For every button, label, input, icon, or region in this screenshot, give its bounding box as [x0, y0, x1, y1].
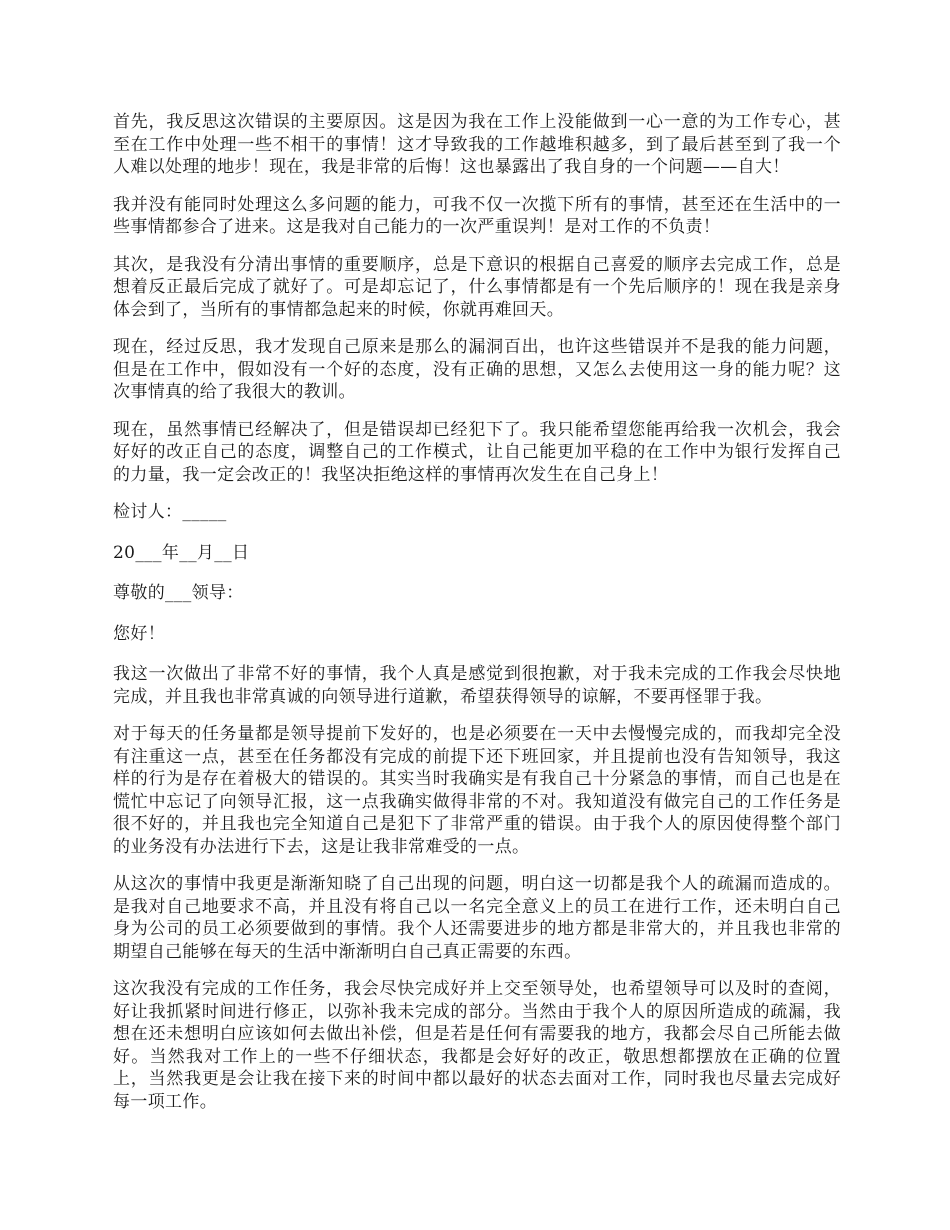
date-line: 20___年__月__日 [113, 542, 250, 563]
paragraph-remedy: 这次我没有完成的工作任务，我会尽快完成好并上交至领导处，也希望领导可以及时的查阅，好让我抓紧时间进行修正，以弥补我未完成的部分。当然由于我个人的原因所造成的疏漏，我想在还未想明白应该如何去做出补偿，但是若是任何有需要我的地方，我都会尽自己所能去做好。当然我对工作上的一些不仔细状态，我都是会好好的改正，敬思想都摆放在正确的位置上，当然我更是会让我在接下来的时间中都以最好的状态去面对工作，同时我也尽量去完成好每一项工作。 [113, 979, 841, 1112]
paragraph-self-awareness: 从这次的事情中我更是渐渐知晓了自己出现的问题，明白这一切都是我个人的疏漏而造成的。是我对自己地要求不高，并且没有将自己以一名完全意义上的员工在进行工作，还未明白自己身为公司的员工必须要做到的事情。我个人还需要进步的地方都是非常大的，并且我也非常的期望自己能够在每天的生活中渐渐明白自己真正需要的东西。 [113, 874, 841, 962]
document-body [113, 111, 841, 1128]
paragraph-task-explanation: 对于每天的任务量都是领导提前下发好的，也是必须要在一天中去慢慢完成的，而我却完全没有注重这一点，甚至在任务都没有完成的前提下还下班回家，并且提前也没有告知领导，我这样的行为是存在着极大的错误的。其实当时我确实是有我自己十分紧急的事情，而自己也是在慌忙中忘记了向领导汇报，这一点我确实做得非常的不对。我知道没有做完自己的工作任务是很不好的，并且我也完全知道自己是犯下了非常严重的错误。由于我个人的原因使得整个部门的业务没有办法进行下去，这是让我非常难受的一点。 [113, 724, 841, 857]
paragraph-reflection-cause: 首先，我反思这次错误的主要原因。这是因为我在工作上没能做到一心一意的为工作专心，甚至在工作中处理一些不相干的事情！这才导致我的工作越堆积越多，到了最后甚至到了我一个人难以处理的地步！现在，我是非常的后悔！这也暴露出了我自身的一个问题——自大！ [113, 112, 841, 177]
paragraph-lesson: 现在，经过反思，我才发现自己原来是那么的漏洞百出，也许这些错误并不是我的能力问题，但是在工作中，假如没有一个好的态度，没有正确的思想，又怎么去使用这一身的能力呢？这次事情真的给了我很大的教训。 [113, 337, 841, 402]
salutation: 尊敬的___领导： [113, 583, 244, 603]
paragraph-apology: 我这一次做出了非常不好的事情，我个人真是感觉到很抱歉，对于我未完成的工作我会尽快地完成，并且我也非常真诚的向领导进行道歉，希望获得领导的谅解，不要再怪罪于我。 [113, 664, 841, 707]
paragraph-misjudgment: 我并没有能同时处理这么多问题的能力，可我不仅一次揽下所有的事情，甚至还在生活中的一些事情都参合了进来。这是我对自己能力的一次严重误判！是对工作的不负责！ [113, 194, 841, 237]
greeting: 您好！ [113, 623, 166, 644]
paragraph-promise: 现在，虽然事情已经解决了，但是错误却已经犯下了。我只能希望您能再给我一次机会，我会好好的改正自己的态度，调整自己的工作模式，让自己能更加平稳的在工作中为银行发挥自己的力量，我一定会改正的！我坚决拒绝这样的事情再次发生在自己身上！ [113, 419, 841, 485]
signature-line: 检讨人：_____ [113, 502, 227, 522]
paragraph-priority-order: 其次，是我没有分清出事情的重要顺序，总是下意识的根据自己喜爱的顺序去完成工作，总是想着反正最后完成了就好了。可是却忘记了，什么事情都是有一个先后顺序的！现在我是亲身体会到了，当所有的事情都急起来的时候，你就再难回天。 [113, 254, 841, 320]
